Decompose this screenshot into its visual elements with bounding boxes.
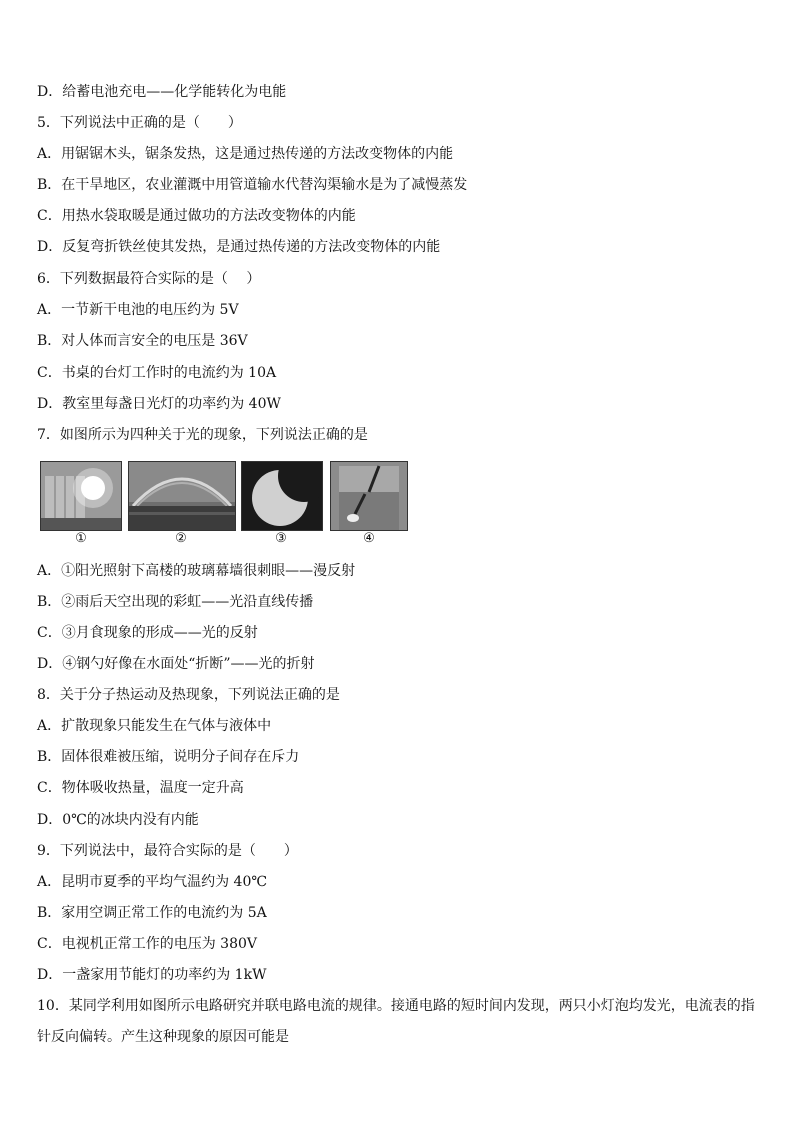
figure-spoon-in-water — [330, 461, 408, 531]
figure-lunar-eclipse — [241, 461, 323, 531]
option-b: B．②雨后天空出现的彩虹——光沿直线传播 — [37, 594, 314, 610]
option-c: C．用热水袋取暖是通过做功的方法改变物体的内能 — [37, 208, 356, 224]
question-9: 9．下列说法中，最符合实际的是（ ） — [37, 843, 298, 859]
option-b: B．家用空调正常工作的电流约为 5A — [37, 905, 267, 921]
question-5: 5．下列说法中正确的是（ ） — [37, 115, 242, 131]
option-d: D．0℃的冰块内没有内能 — [37, 812, 199, 828]
option-c: C．电视机正常工作的电压为 380V — [37, 936, 257, 952]
figure-glass-building — [40, 461, 122, 531]
option-c: C．书桌的台灯工作时的电流约为 10A — [37, 365, 277, 381]
light-phenomena-figures — [40, 461, 420, 549]
option-b: B．在干旱地区，农业灌溉中用管道输水代替沟渠输水是为了减慢蒸发 — [37, 177, 468, 193]
option-d: D．教室里每盏日光灯的功率约为 40W — [37, 396, 281, 412]
option-c: C．物体吸收热量，温度一定升高 — [37, 780, 244, 796]
figure-rainbow — [128, 461, 236, 531]
option-a: A．①阳光照射下高楼的玻璃幕墙很刺眼——漫反射 — [37, 563, 356, 579]
option-c: C．③月食现象的形成——光的反射 — [37, 625, 258, 641]
option-a: A．扩散现象只能发生在气体与液体中 — [37, 718, 272, 734]
option-a: A．昆明市夏季的平均气温约为 40℃ — [37, 874, 268, 890]
question-7: 7．如图所示为四种关于光的现象，下列说法正确的是 — [37, 427, 368, 443]
question-10: 10．某同学利用如图所示电路研究并联电路电流的规律。接通电路的短时间内发现，两只小灯泡均发光，电流表的指针反向偏转。产生这种现象的原因可能是 — [37, 998, 755, 1045]
question-6: 6．下列数据最符合实际的是（ ） — [37, 271, 261, 287]
figure-caption: ③ — [275, 531, 287, 546]
question-8: 8．关于分子热运动及热现象，下列说法正确的是 — [37, 687, 340, 703]
option-d: D．④钢勺好像在水面处“折断”——光的折射 — [37, 656, 315, 672]
option-d: D．一盏家用节能灯的功率约为 1kW — [37, 967, 267, 983]
option-b: B．固体很难被压缩，说明分子间存在斥力 — [37, 749, 300, 765]
figure-caption: ④ — [363, 531, 375, 546]
figure-caption: ① — [75, 531, 87, 546]
option-a: A．用锯锯木头，锯条发热，这是通过热传递的方法改变物体的内能 — [37, 146, 454, 162]
option-b: B．对人体而言安全的电压是 36V — [37, 333, 248, 349]
text-line: D．给蓄电池充电——化学能转化为电能 — [37, 84, 287, 100]
option-d: D．反复弯折铁丝使其发热，是通过热传递的方法改变物体的内能 — [37, 239, 441, 255]
option-a: A．一节新干电池的电压约为 5V — [37, 302, 239, 318]
figure-caption: ② — [175, 531, 187, 546]
